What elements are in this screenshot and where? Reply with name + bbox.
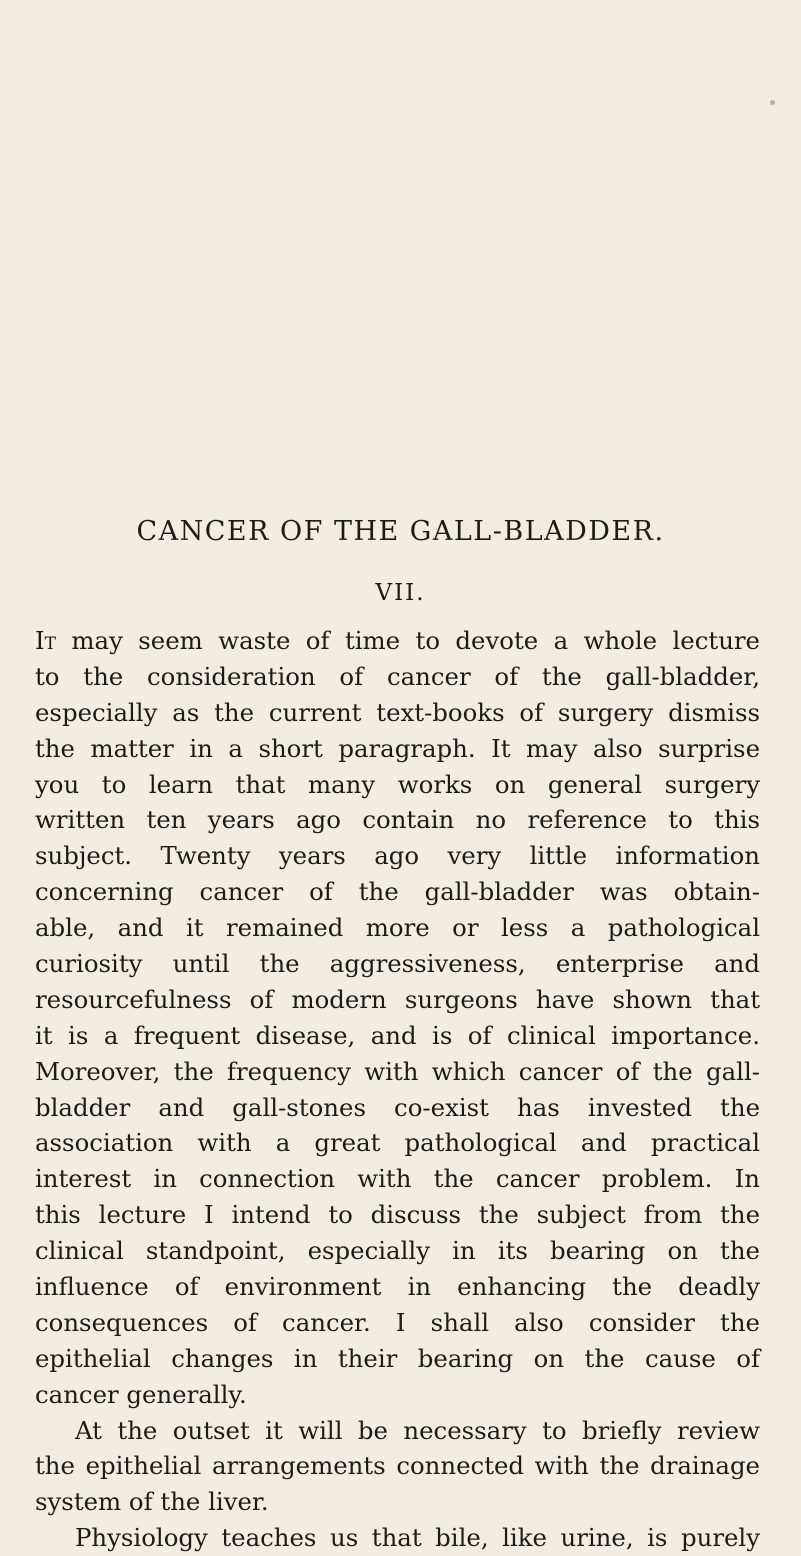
- text-line: concerning cancer of the gall-bladder was obtain-: [35, 877, 760, 907]
- paper-speck: [770, 100, 775, 105]
- text-line: Moreover, the frequency with which cancer of the gall-: [35, 1056, 760, 1086]
- text-line: consequences of cancer. I shall also consider the: [35, 1307, 760, 1337]
- text-line: At the outset it will be necessary to briefly review: [75, 1415, 760, 1445]
- chapter-numeral: VII.: [375, 580, 426, 606]
- text-line: bladder and gall-stones co-exist has invested the: [35, 1092, 760, 1122]
- text-line: to the consideration of cancer of the gall-bladder,: [35, 661, 760, 691]
- text-line: epithelial changes in their bearing on the cause of: [35, 1343, 760, 1373]
- text-line: the matter in a short paragraph. It may also surprise: [35, 733, 760, 763]
- text-line: Physiology teaches us that bile, like urine, is purely: [75, 1523, 760, 1553]
- text-line: curiosity until the aggressiveness, enterprise and: [35, 949, 760, 979]
- text-line: influence of environment in enhancing the deadly: [35, 1272, 760, 1302]
- text-line: it is a frequent disease, and is of clinical importance.: [35, 1020, 760, 1050]
- text-line: this lecture I intend to discuss the subject from the: [35, 1200, 760, 1230]
- chapter-title: CANCER OF THE GALL-BLADDER.: [136, 516, 665, 547]
- text-line: you to learn that many works on general surgery: [35, 769, 760, 799]
- text-line: interest in connection with the cancer problem. In: [35, 1164, 760, 1194]
- body-text: [0, 623, 801, 1556]
- text-line: resourcefulness of modern surgeons have shown that: [35, 984, 760, 1014]
- text-line: written ten years ago contain no reference to this: [35, 805, 760, 835]
- text-line: It may seem waste of time to devote a whole lecture: [35, 626, 760, 655]
- text-line: system of the liver.: [35, 1487, 269, 1517]
- text-line: cancer generally.: [35, 1379, 247, 1409]
- text-line: clinical standpoint, especially in its bearing on the: [35, 1236, 760, 1266]
- text-line: association with a great pathological and practical: [35, 1128, 760, 1158]
- text-line: subject. Twenty years ago very little information: [35, 841, 760, 871]
- text-line: able, and it remained more or less a pathological: [35, 913, 760, 943]
- text-line: especially as the current text-books of surgery dismiss: [35, 697, 760, 727]
- drop-lead-word: It: [35, 626, 56, 655]
- text-line: the epithelial arrangements connected with the drainage: [35, 1451, 760, 1481]
